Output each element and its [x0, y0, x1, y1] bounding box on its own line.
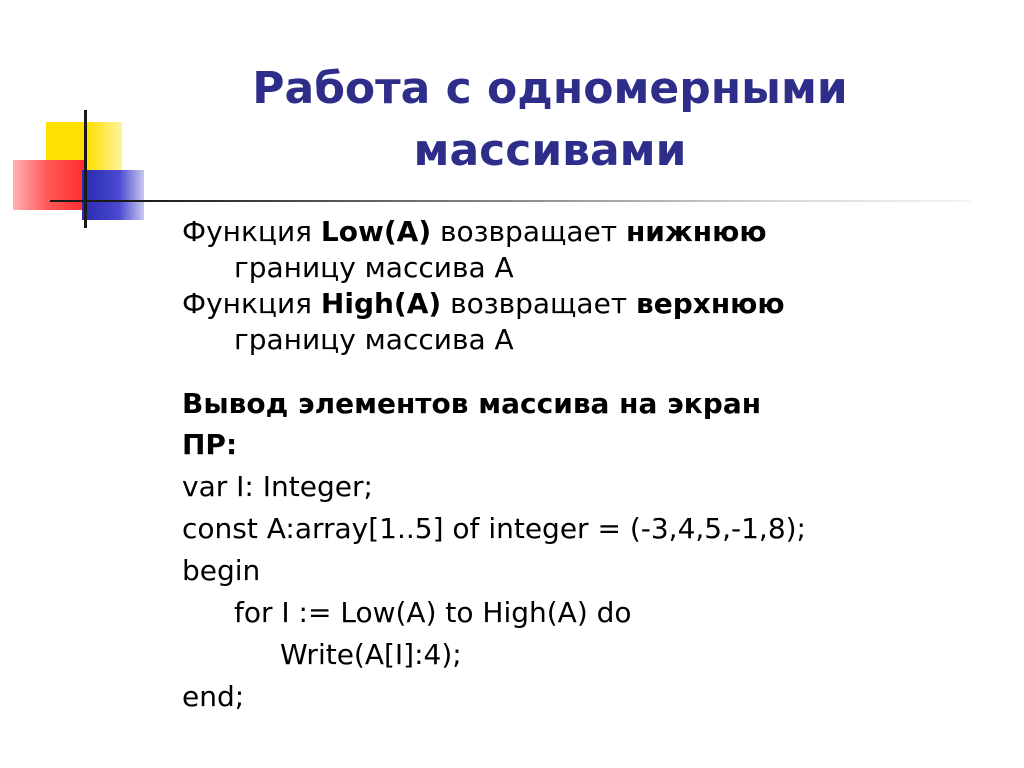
code-line: var I: Integer;: [182, 470, 373, 503]
paragraph-continuation: границу массива А: [234, 251, 514, 284]
title-line-2: массивами: [413, 125, 687, 176]
paragraph-continuation: границу массива А: [234, 323, 514, 356]
emphasis-word: нижнюю: [625, 215, 767, 248]
function-name: Low(A): [320, 215, 432, 248]
high-function-paragraph: [182, 286, 1002, 358]
title-underline-rule: [50, 200, 970, 202]
code-line: Write(A[I]:4);: [280, 638, 462, 671]
section-heading: Вывод элементов массива на экран: [182, 387, 762, 420]
code-listing: [182, 466, 1002, 718]
example-label: ПР:: [182, 428, 238, 461]
slide-title: [180, 58, 920, 182]
vertical-rule: [84, 110, 87, 228]
code-line: for I := Low(A) to High(A) do: [234, 596, 632, 629]
red-square-decoration: [13, 160, 87, 210]
slide-logo-decoration: [0, 0, 150, 240]
slide-body: [182, 214, 1002, 718]
code-line: begin: [182, 554, 261, 587]
paragraph-verb: возвращает: [431, 215, 626, 248]
title-line-1: Работа с одномерными: [252, 63, 848, 114]
spacer: [182, 358, 1002, 384]
code-line: end;: [182, 680, 245, 713]
low-function-paragraph: [182, 214, 1002, 286]
function-name: High(A): [320, 287, 442, 320]
blue-square-decoration: [82, 170, 144, 220]
paragraph-prefix: Функция: [182, 215, 321, 248]
code-line: const A:array[1..5] of integer = (-3,4,5,-1,8);: [182, 512, 806, 545]
emphasis-word: верхнюю: [636, 287, 785, 320]
paragraph-verb: возвращает: [441, 287, 637, 320]
paragraph-prefix: Функция: [182, 287, 321, 320]
